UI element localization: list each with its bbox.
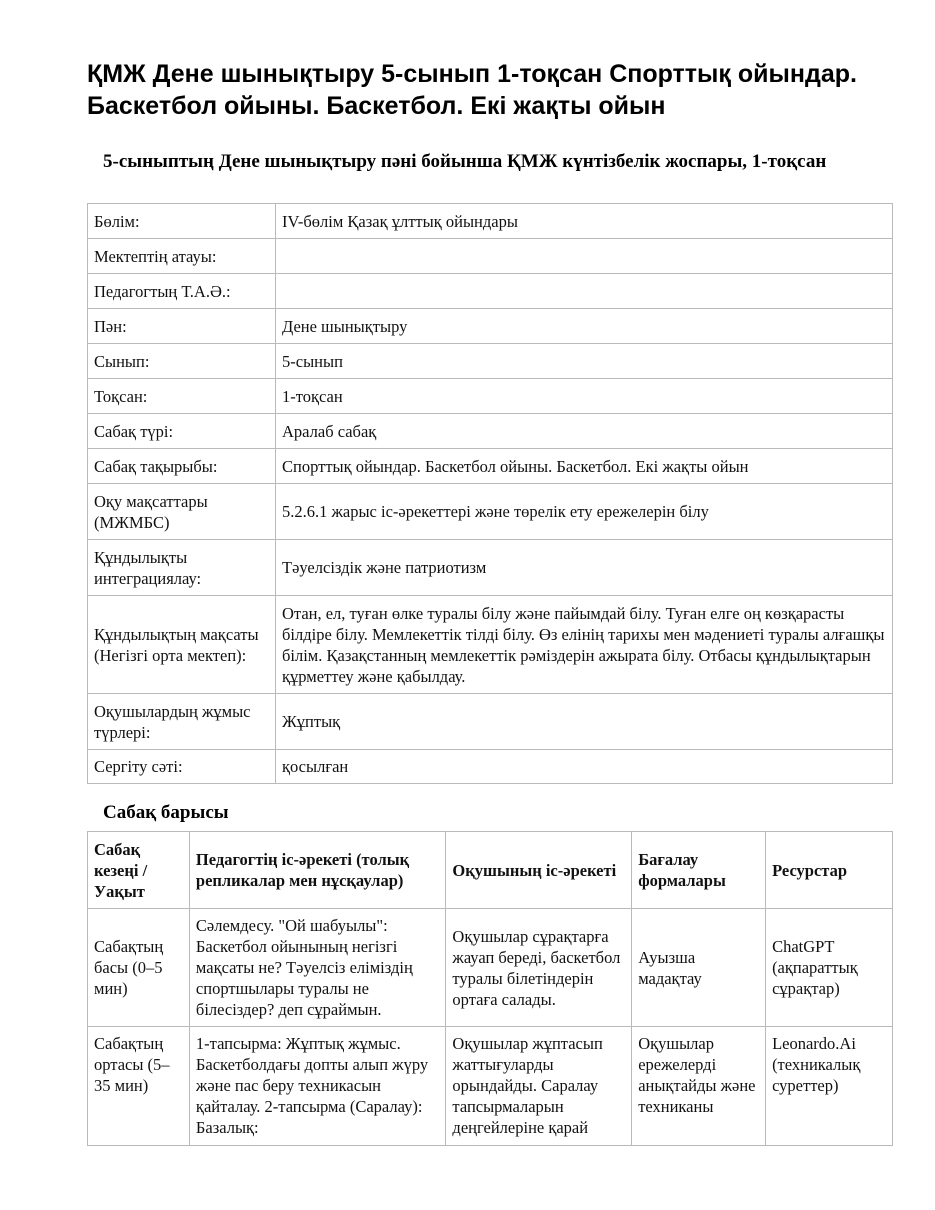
info-row xyxy=(88,449,893,484)
info-value: Аралаб сабақ xyxy=(276,414,893,449)
info-value: 5.2.6.1 жарыс іс-әрекеттері және төрелік ету ережелерін білу xyxy=(276,484,893,540)
lesson-progress-table xyxy=(87,831,893,1146)
info-value: қосылған xyxy=(276,750,893,784)
lesson-info-table xyxy=(87,203,893,784)
info-value: 1-тоқсан xyxy=(276,379,893,414)
info-row xyxy=(88,344,893,379)
header-student-action: Оқушының іс-әрекеті xyxy=(446,832,632,909)
info-key: Пән: xyxy=(88,309,276,344)
cell-text: 1-тапсырма: Жұптық жұмыс. Баскетболдағы допты алып жүру және пас беру техникасын қайталау. 2-тапсырма (Саралау): Базалық: xyxy=(195,1034,429,1137)
info-key: Сабақ тақырыбы: xyxy=(88,449,276,484)
info-value: Тәуелсіздік және патриотизм xyxy=(276,540,893,596)
progress-heading: Сабақ барысы xyxy=(103,802,229,823)
header-teacher-action: Педагогтің іс-әрекеті (толық репликалар мен нұсқаулар) xyxy=(189,832,446,909)
student-action-cell: Оқушылар сұрақтарға жауап береді, баскетбол туралы білетіндерін ортаға салады. xyxy=(446,909,632,1027)
info-value: Дене шынықтыру xyxy=(276,309,893,344)
info-value xyxy=(276,274,893,309)
info-value: 5-сынып xyxy=(276,344,893,379)
info-row xyxy=(88,596,893,694)
resources-cell xyxy=(766,1027,893,1146)
info-row xyxy=(88,694,893,750)
teacher-action-cell xyxy=(189,1027,446,1146)
cell-text: Сабақтың ортасы (5–35 мин) xyxy=(94,1034,170,1095)
student-action-cell xyxy=(446,1027,632,1146)
info-value: IV-бөлім Қазақ ұлттық ойындары xyxy=(276,204,893,239)
info-key: Оқушылардың жұмыс түрлері: xyxy=(88,694,276,750)
info-row xyxy=(88,204,893,239)
info-row xyxy=(88,540,893,596)
info-row xyxy=(88,239,893,274)
info-key: Оқу мақсаттары (МЖМБС) xyxy=(88,484,276,540)
info-key: Сабақ түрі: xyxy=(88,414,276,449)
stage-cell xyxy=(88,1027,190,1146)
info-row xyxy=(88,484,893,540)
teacher-action-cell: Сәлемдесу. "Ой шабуылы": Баскетбол ойынының негізгі мақсаты не? Тәуелсіз еліміздің спортшылары туралы не білесіздер? деп сұраймын. xyxy=(189,909,446,1027)
info-row xyxy=(88,379,893,414)
info-value: Спорттық ойындар. Баскетбол ойыны. Баскетбол. Екі жақты ойын xyxy=(276,449,893,484)
info-row xyxy=(88,274,893,309)
info-key: Құндылықты интеграциялау: xyxy=(88,540,276,596)
info-row xyxy=(88,414,893,449)
info-key: Тоқсан: xyxy=(88,379,276,414)
document-title: ҚМЖ Дене шынықтыру 5-сынып 1-тоқсан Спорттық ойындар. Баскетбол ойыны. Баскетбол. Екі жақты ойын xyxy=(87,60,857,120)
info-row xyxy=(88,309,893,344)
info-value: Отан, ел, туған өлке туралы білу және пайымдай білу. Туған елге оң көзқарасты білдіре білу. Мемлекеттік тілді білу. Өз елінің тарихы мен мәдениеті туралы алғашқы білім. Қазақстанның мемлекеттік рәміздерін ажырата білу. Отбасы құндылықтарын құрметтеу және қабылдау. xyxy=(276,596,893,694)
info-row xyxy=(88,750,893,784)
table-header-row xyxy=(88,832,893,909)
info-value: Жұптық xyxy=(276,694,893,750)
table-row xyxy=(88,909,893,1027)
info-value xyxy=(276,239,893,274)
header-assessment: Бағалау формалары xyxy=(632,832,766,909)
info-key: Бөлім: xyxy=(88,204,276,239)
header-resources: Ресурстар xyxy=(766,832,893,909)
info-key: Мектептің атауы: xyxy=(88,239,276,274)
assessment-cell: Ауызша мадақтау xyxy=(632,909,766,1027)
info-key: Сергіту сәті: xyxy=(88,750,276,784)
cell-text: Оқушылар ережелерді анықтайды және техниканы xyxy=(638,1034,756,1116)
stage-cell: Сабақтың басы (0–5 мин) xyxy=(88,909,190,1027)
header-stage-time: Сабақ кезеңі / Уақыт xyxy=(88,832,190,909)
info-key: Педагогтың Т.А.Ә.: xyxy=(88,274,276,309)
info-key: Құндылықтың мақсаты (Негізгі орта мектеп): xyxy=(88,596,276,694)
resources-cell: ChatGPT (ақпараттық сұрақтар) xyxy=(766,909,893,1027)
plan-heading: 5-сыныптың Дене шынықтыру пәні бойынша ҚМЖ күнтізбелік жоспары, 1-тоқсан xyxy=(103,151,827,172)
table-row xyxy=(88,1027,893,1146)
assessment-cell xyxy=(632,1027,766,1146)
cell-text: Leonardo.Ai (техникалық суреттер) xyxy=(772,1034,861,1095)
info-key: Сынып: xyxy=(88,344,276,379)
cell-text: Оқушылар жұптасып жаттығуларды орындайды. Саралау тапсырмаларын деңгейлеріне қарай xyxy=(452,1034,603,1137)
